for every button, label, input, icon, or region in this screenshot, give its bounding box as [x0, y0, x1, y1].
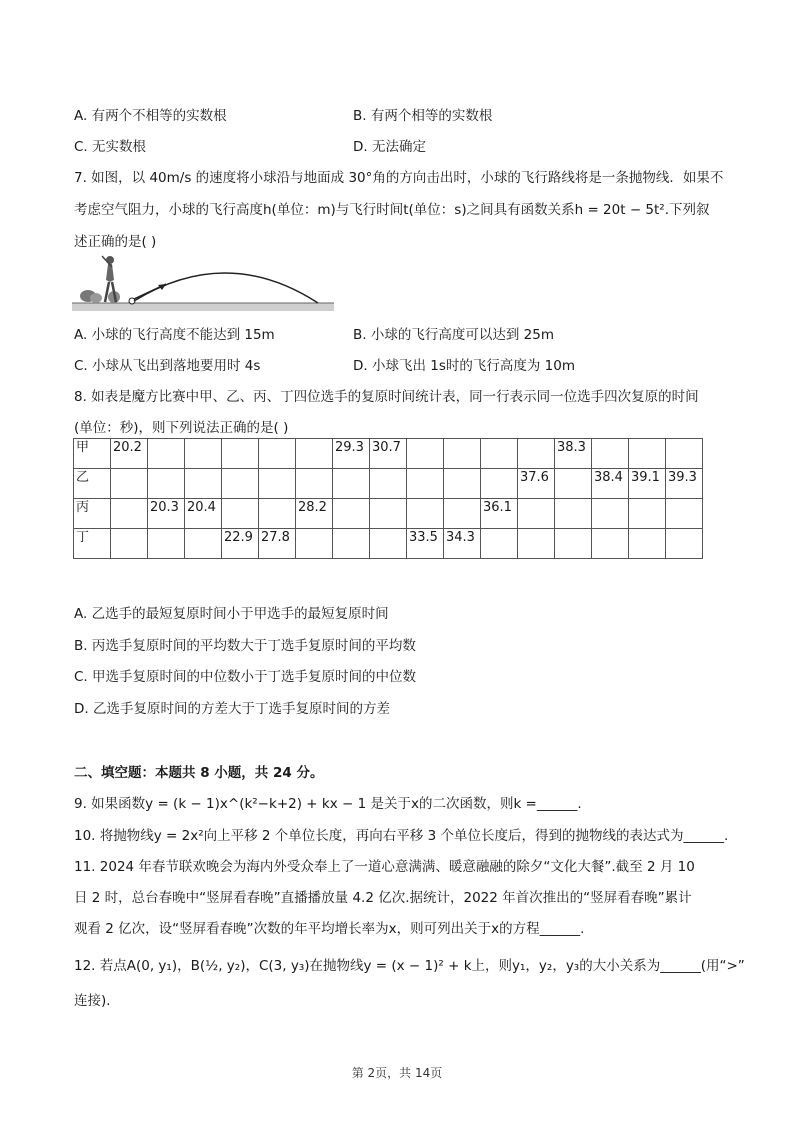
table-cell: [518, 499, 555, 529]
table-cell: [518, 439, 555, 469]
table-cell: 37.6: [518, 469, 555, 499]
q7-text-line2: 考虑空气阻力，小球的飞行高度h(单位：m)与飞行时间t(单位：s)之间具有函数关系h = 20t − 5t².下列叙: [74, 202, 710, 218]
table-cell: [592, 529, 629, 559]
table-cell: [555, 469, 592, 499]
q12-text-line1: 12. 若点A(0, y₁)，B(½, y₂)，C(3, y₃)在抛物线y = (x − 1)² + k上，则y₁，y₂，y₃的大小关系为______(用“>”: [74, 958, 745, 974]
table-cell: [222, 469, 259, 499]
cube-time-table: [73, 438, 703, 559]
table-cell: [222, 439, 259, 469]
table-cell: [259, 499, 296, 529]
q8-option-d: D. 乙选手复原时间的方差大于丁选手复原时间的方差: [74, 701, 390, 717]
q6-option-b: B. 有两个相等的实数根: [353, 108, 493, 124]
table-cell: 30.7: [370, 439, 407, 469]
table-cell: [444, 499, 481, 529]
table-cell: [407, 439, 444, 469]
table-cell: [259, 469, 296, 499]
table-cell: [370, 469, 407, 499]
table-cell: 36.1: [481, 499, 518, 529]
page-footer: 第 2页，共 14页: [351, 1066, 443, 1080]
table-cell: [111, 499, 148, 529]
table-cell: [629, 439, 666, 469]
table-row-label: 丙: [74, 499, 111, 529]
table-cell: [592, 439, 629, 469]
table-cell: [185, 439, 222, 469]
q6-option-c: C. 无实数根: [74, 139, 147, 155]
q6-option-d: D. 无法确定: [353, 139, 426, 155]
q8-text-line1: 8. 如表是魔方比赛中甲、乙、丙、丁四位选手的复原时间统计表，同一行表示同一位选手四次复原的时间: [74, 389, 699, 405]
table-cell: [296, 469, 333, 499]
q8-option-b: B. 丙选手复原时间的平均数大于丁选手复原时间的平均数: [74, 638, 416, 654]
table-cell: [444, 439, 481, 469]
table-cell: [370, 529, 407, 559]
table-cell: [518, 529, 555, 559]
q8-option-c: C. 甲选手复原时间的中位数小于丁选手复原时间的中位数: [74, 669, 417, 685]
table-cell: [148, 529, 185, 559]
table-cell: [407, 469, 444, 499]
table-cell: [407, 499, 444, 529]
table-cell: [185, 469, 222, 499]
q7-text-line1: 7. 如图，以 40m/s 的速度将小球沿与地面成 30°角的方向击出时，小球的飞行路线将是一条抛物线．如果不: [74, 170, 724, 186]
q8-text-line2: (单位：秒)，则下列说法正确的是( ): [74, 420, 289, 436]
table-cell: 28.2: [296, 499, 333, 529]
table-cell: 22.9: [222, 529, 259, 559]
table-row-label: 丁: [74, 529, 111, 559]
table-cell: 20.3: [148, 499, 185, 529]
section-heading: 二、填空题：本题共 8 小题，共 24 分。: [74, 765, 324, 781]
table-cell: 38.4: [592, 469, 629, 499]
q6-option-a: A. 有两个不相等的实数根: [74, 108, 227, 124]
table-cell: [444, 469, 481, 499]
table-cell: 39.1: [629, 469, 666, 499]
table-cell: [481, 469, 518, 499]
table-cell: 27.8: [259, 529, 296, 559]
table-cell: [148, 439, 185, 469]
table-cell: [629, 499, 666, 529]
table-cell: [111, 529, 148, 559]
q11-text-line2: 日 2 时，总台春晚中“竖屏看春晚”直播播放量 4.2 亿次.据统计，2022 年首次推出的“竖屏看春晚”累计: [74, 890, 692, 906]
table-cell: 20.4: [185, 499, 222, 529]
table-row: [74, 529, 703, 559]
table-cell: 34.3: [444, 529, 481, 559]
table-cell: [481, 439, 518, 469]
table-cell: [481, 529, 518, 559]
table-cell: [222, 499, 259, 529]
table-cell: 38.3: [555, 439, 592, 469]
table-cell: [259, 439, 296, 469]
table-cell: [333, 499, 370, 529]
q7-option-a: A. 小球的飞行高度不能达到 15m: [74, 327, 275, 343]
table-cell: 33.5: [407, 529, 444, 559]
q10-text: 10. 将抛物线y = 2x²向上平移 2 个单位长度，再向右平移 3 个单位长度后，得到的抛物线的表达式为______.: [74, 828, 729, 844]
table-row: [74, 499, 703, 529]
q12-text-line2: 连接).: [74, 993, 111, 1009]
table-cell: [111, 469, 148, 499]
table-cell: [629, 529, 666, 559]
table-row-label: 甲: [74, 439, 111, 469]
table-cell: [555, 499, 592, 529]
q7-text-line3: 述正确的是( ): [74, 234, 157, 250]
table-row: [74, 439, 703, 469]
q7-option-b: B. 小球的飞行高度可以达到 25m: [353, 327, 554, 343]
q9-text: 9. 如果函数y = (k − 1)x^(k²−k+2) + kx − 1 是关于x的二次函数，则k =______.: [74, 796, 582, 812]
table-cell: 20.2: [111, 439, 148, 469]
table-cell: 39.3: [666, 469, 703, 499]
table-cell: 29.3: [333, 439, 370, 469]
table-cell: [333, 469, 370, 499]
table-cell: [592, 499, 629, 529]
table-cell: [296, 529, 333, 559]
q11-text-line1: 11. 2024 年春节联欢晚会为海内外受众奉上了一道心意满满、暖意融融的除夕“文化大餐”.截至 2 月 10: [74, 859, 695, 875]
table-row-label: 乙: [74, 469, 111, 499]
table-cell: [555, 529, 592, 559]
table-cell: [185, 529, 222, 559]
table-cell: [666, 499, 703, 529]
table-cell: [296, 439, 333, 469]
table-cell: [333, 529, 370, 559]
q8-option-a: A. 乙选手的最短复原时间小于甲选手的最短复原时间: [74, 606, 389, 622]
table-cell: [666, 529, 703, 559]
table-cell: [370, 499, 407, 529]
q7-option-d: D. 小球飞出 1s时的飞行高度为 10m: [353, 358, 576, 374]
table-cell: [666, 439, 703, 469]
q11-text-line3: 观看 2 亿次，设“竖屏看春晚”次数的年平均增长率为x，则可列出关于x的方程______.: [74, 921, 585, 937]
table-cell: [148, 469, 185, 499]
table-row: [74, 469, 703, 499]
q7-option-c: C. 小球从飞出到落地要用时 4s: [74, 358, 261, 374]
golf-trajectory-figure: [72, 252, 334, 314]
